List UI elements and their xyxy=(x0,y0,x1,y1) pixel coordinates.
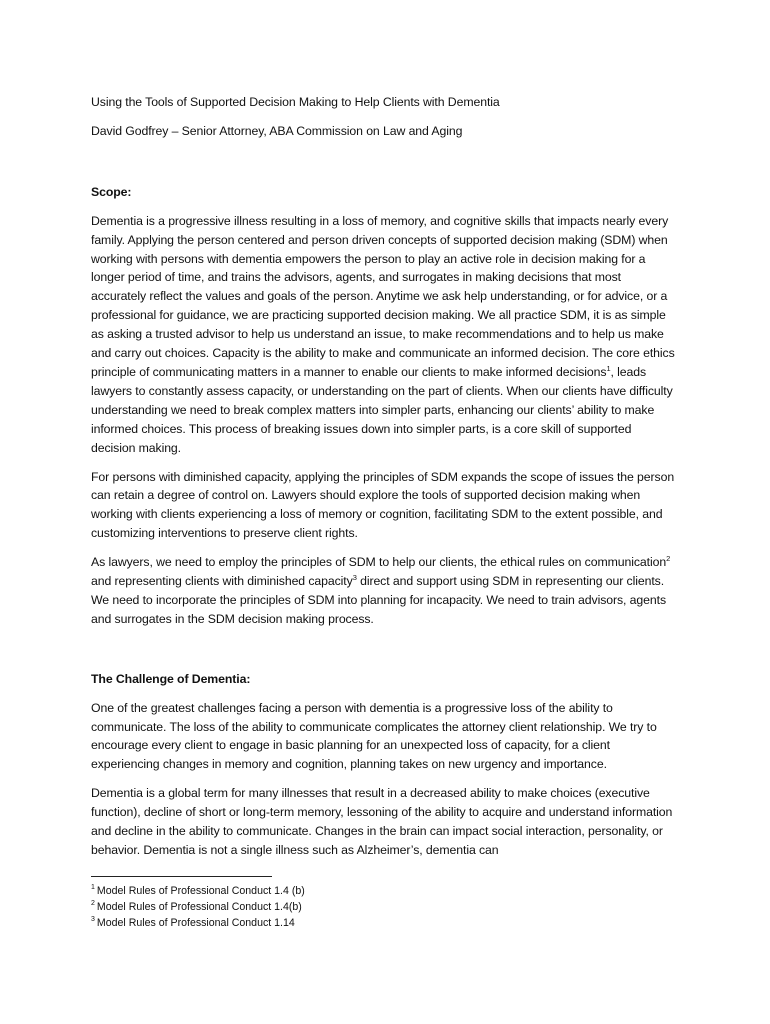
document-body xyxy=(91,93,675,870)
footnote-1 xyxy=(91,883,675,899)
section-spacer xyxy=(91,639,675,670)
scope-paragraph-3-text-c: direct and support using SDM in representing our clients. We need to incorporate the principles of SDM into planning for incapacity. We need to train advisors, agents and surrogates in the SDM decision making process. xyxy=(91,574,666,626)
footnote-number: 2 xyxy=(91,900,95,908)
challenge-paragraph-2: Dementia is a global term for many illnesses that result in a decreased ability to make choices (executive function), decline of short or long-term memory, lessoning of the ability to acquire and understand information and decline in the ability to communicate. Changes in the brain can impact social interaction, personality, or behavior. Dementia is not a single illness such as Alzheimer’s, dementia can xyxy=(91,786,673,857)
footnote-ref-3[interactable]: 3 xyxy=(352,572,357,582)
scope-heading: Scope: xyxy=(91,184,132,199)
footnote-text: Model Rules of Professional Conduct 1.14 xyxy=(96,917,295,929)
footnotes xyxy=(91,883,675,931)
section-spacer xyxy=(91,151,675,183)
footnote-separator xyxy=(91,876,272,877)
footnote-3 xyxy=(91,915,675,931)
scope-paragraph-3 xyxy=(91,553,675,629)
footnote-ref-2[interactable]: 2 xyxy=(666,554,671,564)
footnote-ref-1[interactable]: 1 xyxy=(606,363,611,373)
document-title: Using the Tools of Supported Decision Making to Help Clients with Dementia xyxy=(91,95,500,109)
scope-paragraph-1-text-b: , leads lawyers to constantly assess capacity, or understanding on the part of clients. When our clients have difficulty understanding we need to break complex matters into simpler parts, enhancing our clients’ ability to make informed choices. This process of breaking issues down into simpler parts, is a core skill of supported decision making. xyxy=(91,364,673,455)
footnote-text: Model Rules of Professional Conduct 1.4 (b) xyxy=(96,885,305,897)
challenge-paragraph-1: One of the greatest challenges facing a person with dementia is a progressive loss of the ability to communicate. The loss of the ability to communicate complicates the attorney client relationship. We try to encourage every client to engage in basic planning for an unexpected loss of capacity, for a client experiencing changes in memory and cognition, planning takes on new urgency and importance. xyxy=(91,700,657,772)
challenge-heading: The Challenge of Dementia: xyxy=(91,671,251,686)
footnote-2 xyxy=(91,899,675,915)
scope-paragraph-3-text-a: As lawyers, we need to employ the principles of SDM to help our clients, the ethical rules on communication xyxy=(91,555,667,570)
document-author: David Godfrey – Senior Attorney, ABA Commission on Law and Aging xyxy=(91,123,463,138)
scope-paragraph-3-text-b: and representing clients with diminished capacity xyxy=(91,574,353,589)
scope-paragraph-2: For persons with diminished capacity, applying the principles of SDM expands the scope of issues the person can retain a degree of control on. Lawyers should explore the tools of supported decision making when working with clients experiencing a loss of memory or cognition, facilitating SDM to the extent possible, and customizing interventions to preserve client rights. xyxy=(91,469,675,541)
scope-paragraph-1-text-a: Dementia is a progressive illness resulting in a loss of memory, and cognitive skills that impacts nearly every family. Applying the person centered and person driven concepts of supported decision making (SDM) when working with persons with dementia empowers the person to play an active role in decision making for a longer period of time, and trains the advisors, agents, and surrogates in making decisions that most accurately reflect the values and goals of the person. Anytime we ask help understanding, or for advice, or a professional for guidance, we are practicing supported decision making. We all practice SDM, it is as simple as asking a trusted advisor to help us understand an issue, to make recommendations and to help us make and carry out choices. Capacity is the ability to make and communicate an informed decision. The core ethics principle of communicating matters in a manner to enable our clients to make informed decisions xyxy=(91,213,675,379)
scope-paragraph-1 xyxy=(91,212,675,458)
footnote-number: 1 xyxy=(91,884,95,892)
footnote-number: 3 xyxy=(91,916,95,924)
footnote-text: Model Rules of Professional Conduct 1.4(b) xyxy=(96,901,302,913)
